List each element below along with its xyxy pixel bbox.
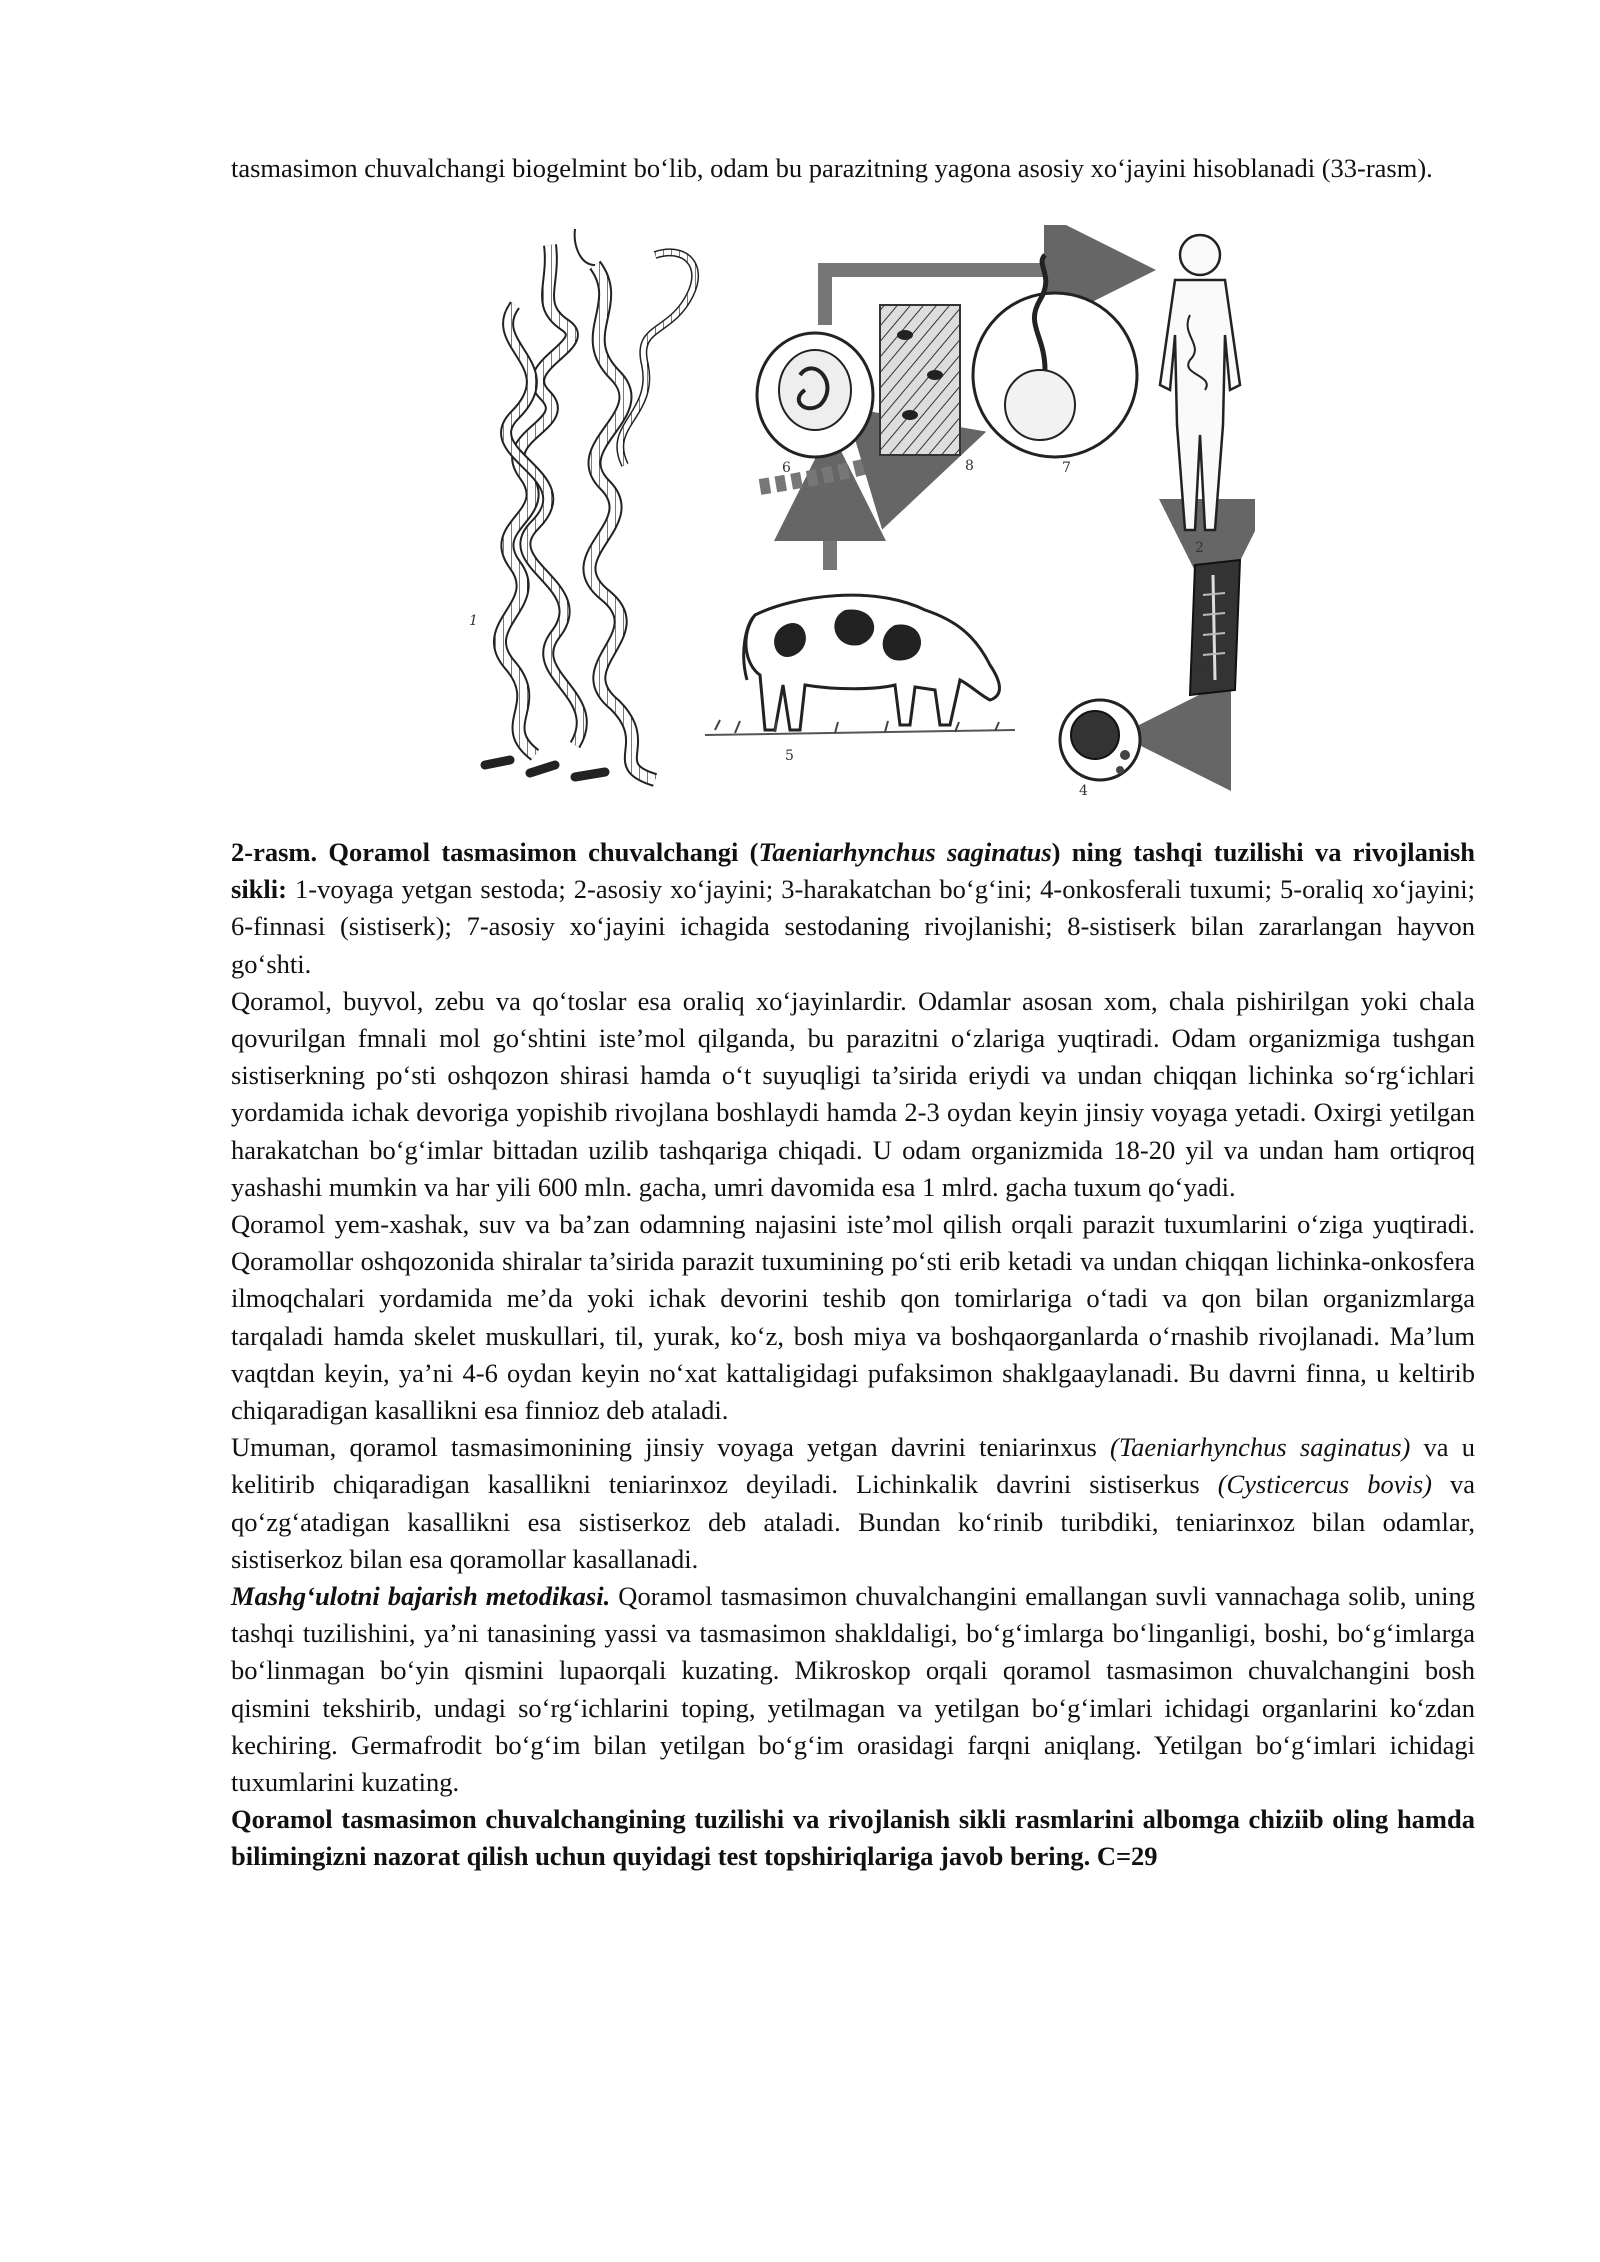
paragraph-disease-names	[231, 1429, 1475, 1578]
label-5: 5	[785, 748, 794, 764]
p3-latin-1: (Taeniarhynchus saginatus)	[1110, 1432, 1411, 1463]
paragraph-methodology	[231, 1578, 1475, 1801]
label-4: 4	[1079, 783, 1088, 799]
p3-text-c: va qo‘zg‘atadigan kasallikni esa sistiserkoz deb ataladi. Bundan ko‘rinib turibdiki, teniarinxoz bilan odamlar, sistiserkoz bilan esa qoramollar kasallanadi.	[231, 1469, 1476, 1574]
caption-title-end: ) ning tashqi tuzilishi va rivojlanish sikli:	[231, 837, 1476, 905]
caption-legend: 1-voyaga yetgan sestoda; 2-asosiy xo‘jayini; 3-harakatchan bo‘g‘ini; 4-onkosferali tuxumi; 5-oraliq xo‘jayini; 6-finnasi (sistiserk); 7-asosiy xo‘jayini ichagida sestodaning rivojlanishi; 8-sistiserk bilan zararlangan hayvon go‘shti.	[231, 874, 1475, 979]
label-8: 8	[965, 458, 974, 474]
body-text	[231, 834, 1475, 1876]
infected-muscle-icon	[880, 305, 974, 474]
label-7: 7	[1062, 460, 1071, 476]
finna-egg-icon	[757, 333, 873, 476]
final-instruction: Qoramol tasmasimon chuvalchangining tuzilishi va rivojlanish sikli rasmlarini albomga chiziib oling hamda bilimingizni nazorat qilish uchun quyidagi test topshiriqlariga javob bering. C=29	[231, 1804, 1475, 1872]
caption-title-start: 2-rasm. Qoramol tasmasimon chuvalchangi (	[231, 837, 759, 867]
oncosphere-egg-icon	[1060, 700, 1140, 799]
p3-latin-2: (Cysticercus bovis)	[1217, 1469, 1432, 1500]
label-1: 1	[469, 613, 478, 629]
tapeworm-strobila-icon	[469, 229, 695, 780]
paragraph-hosts: Qoramol, buyvol, zebu va qo‘toslar esa oraliq xo‘jayinlardir. Odamlar asosan xom, chala pishirilgan yoki chala qovurilgan fmnali mol go‘shtini iste’mol qilganda, bu parazitni o‘zlariga yuqtiradi. Odam organizmiga tushgan sistiserkning po‘sti oshqozon shirasi hamda o‘t suyuqligi ta’sirida eriydi va undan chiqqan lichinka so‘rg‘ichlari yordamida ichak devoriga yopishib rivojlana boshlaydi hamda 2-3 oydan keyin jinsiy voyaga yetadi. Oxirgi yetilgan harakatchan bo‘g‘imlar bittadan uzilib tashqariga chiqadi. U odam organizmida 18-20 yil va undan ham ortiqroq yashashi mumkin va har yili 600 mln. gacha, umri davomida esa 1 mlrd. gacha tuxum qo‘yadi.	[231, 985, 1475, 1202]
methodology-text: Qoramol tasmasimon chuvalchangini emallangan suvli vannachaga solib, uning tashqi tuzilishini, ya’ni tanasining yassi va tasmasimon shakldaligi, bo‘g‘imlarga bo‘linganligi, boshi, bo‘g‘imlarga bo‘linmagan bo‘yin qismini lupaorqali kuzating. Mikroskop orqali qoramol tasmasimon chuvalchangini bosh qismini tekshirib, undagi so‘rg‘ichlarini toping, yetilmagan va yetilgan bo‘g‘imlari ichidagi organlarini ko‘zdan kechiring. Germafrodit bo‘g‘im bilan yetilgan bo‘g‘im orasidagi farqni aniqlang. Yetilgan bo‘g‘imlari ichidagi tuxumlarini kuzating.	[231, 1581, 1475, 1798]
life-cycle-figure	[455, 225, 1255, 805]
p3-text-b: va u kelitirib chiqaradigan kasallikni teniarinxoz deyiladi. Lichinkalik davrini sistiserkus	[231, 1432, 1475, 1500]
label-2: 2	[1195, 540, 1204, 556]
paragraph-cattle-infection: Qoramol yem-xashak, suv va ba’zan odamning najasini iste’mol qilish orqali parazit tuxumlarini o‘ziga yuqtiradi. Qoramollar oshqozonida shiralar ta’sirida parazit tuxumining po‘sti erib ketadi va undan chiqqan lichinka-onkosfera ilmoqchalari yordamida me’da yoki ichak devorini teshib qon tomirlariga o‘tadi va qon bilan organizmlarga tarqaladi hamda skelet muskullari, til, yurak, ko‘z, bosh miya va boshqaorganlarda o‘rnashib rivojlanadi. Ma’lum vaqtdan keyin, ya’ni 4-6 oydan keyin no‘xat kattaligidagi pufaksimon shaklgaaylanadi. Bu davrni finna, u keltirib chiqaradigan kasallikni esa finnioz deb ataladi.	[231, 1209, 1475, 1426]
proglottid-icon	[1190, 560, 1240, 695]
intro-text: tasmasimon chuvalchangi biogelmint bo‘lib, odam bu parazitning yagona asosiy xo‘jayini hisoblanadi (33-rasm).	[231, 153, 1433, 183]
intro-paragraph	[231, 150, 1475, 187]
caption-species: Taeniarhynchus saginatus	[758, 837, 1052, 867]
methodology-heading: Mashg‘ulotni bajarish metodikasi.	[231, 1581, 611, 1612]
label-6: 6	[782, 460, 791, 476]
cysticercus-icon	[973, 255, 1137, 476]
cow-icon	[705, 595, 1015, 764]
figure-caption	[231, 834, 1475, 983]
label-3: 3	[1197, 663, 1206, 679]
p3-text-a: Umuman, qoramol tasmasimonining jinsiy voyaga yetgan davrini teniarinxus	[231, 1432, 1111, 1463]
human-figure-icon	[1160, 235, 1240, 556]
